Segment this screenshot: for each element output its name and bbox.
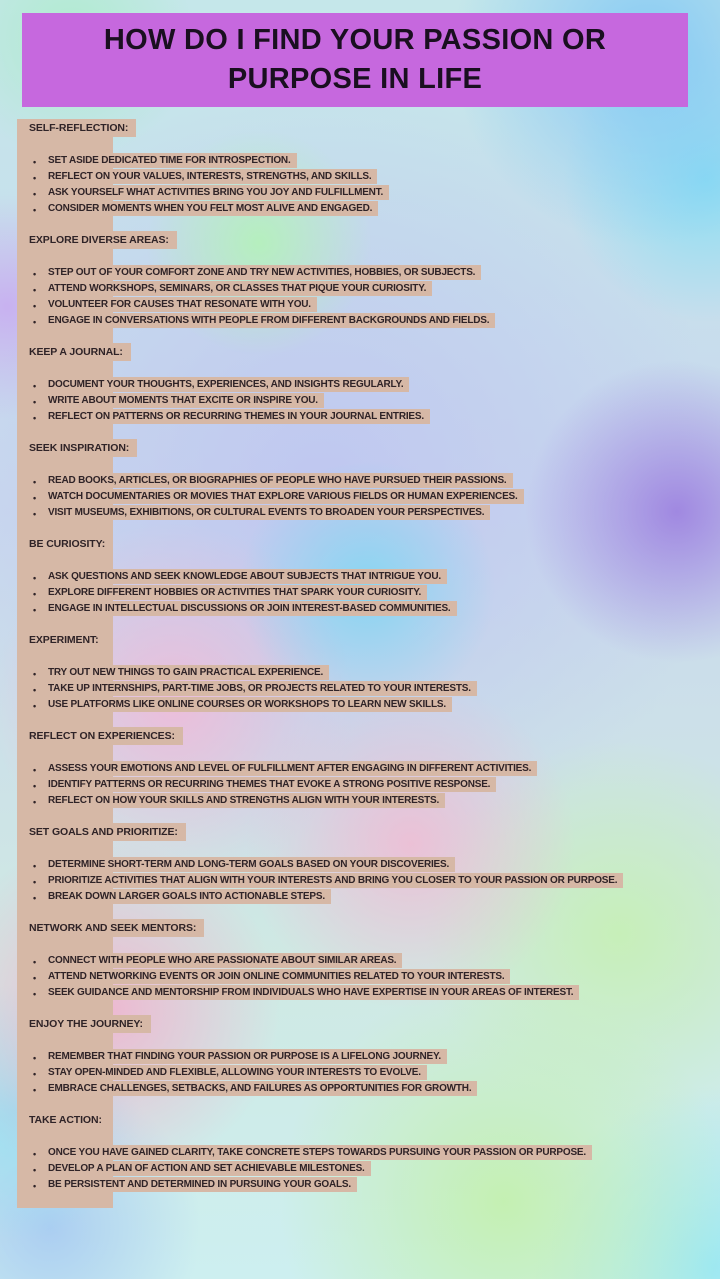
bullet-item <box>32 601 715 617</box>
bullet-item <box>32 281 715 297</box>
bullet-text: TAKE UP INTERNSHIPS, PART-TIME JOBS, OR PROJECTS RELATED TO YOUR INTERESTS. <box>46 681 477 696</box>
bullet-dot-icon: • <box>33 669 36 679</box>
section-heading <box>25 121 715 136</box>
bullet-item <box>32 169 715 185</box>
bullet-dot-icon: • <box>33 173 36 183</box>
bullet-dot-icon: • <box>33 397 36 407</box>
bullet-text: SEEK GUIDANCE AND MENTORSHIP FROM INDIVIDUALS WHO HAVE EXPERTISE IN YOUR AREAS OF INTEREST. <box>46 985 579 1000</box>
bullet-item <box>32 201 715 217</box>
bullet-text: STEP OUT OF YOUR COMFORT ZONE AND TRY NEW ACTIVITIES, HOBBIES, OR SUBJECTS. <box>46 265 481 280</box>
section <box>25 729 715 809</box>
bullet-item <box>32 265 715 281</box>
section <box>25 121 715 217</box>
bullet-item <box>32 953 715 969</box>
section-heading <box>25 825 715 840</box>
bullet-list <box>25 265 715 329</box>
section-heading <box>25 233 715 248</box>
bullet-dot-icon: • <box>33 381 36 391</box>
section-heading <box>25 345 715 360</box>
bullet-dot-icon: • <box>33 1149 36 1159</box>
bullet-item <box>32 489 715 505</box>
section-heading-text: EXPLORE DIVERSE AREAS: <box>25 231 177 249</box>
bullet-text: TRY OUT NEW THINGS TO GAIN PRACTICAL EXPERIENCE. <box>46 665 329 680</box>
bullet-list <box>25 153 715 217</box>
bullet-text: IDENTIFY PATTERNS OR RECURRING THEMES THAT EVOKE A STRONG POSITIVE RESPONSE. <box>46 777 496 792</box>
bullet-dot-icon: • <box>33 509 36 519</box>
bullet-item <box>32 873 715 889</box>
bullet-text: ASSESS YOUR EMOTIONS AND LEVEL OF FULFILLMENT AFTER ENGAGING IN DIFFERENT ACTIVITIES. <box>46 761 537 776</box>
bullet-dot-icon: • <box>33 413 36 423</box>
sections-list <box>25 121 715 1209</box>
page-title <box>104 21 606 99</box>
bullet-item <box>32 505 715 521</box>
bullet-item <box>32 665 715 681</box>
section-heading-text: ENJOY THE JOURNEY: <box>25 1015 151 1033</box>
section <box>25 233 715 329</box>
bullet-dot-icon: • <box>33 877 36 887</box>
section-heading-text: TAKE ACTION: <box>25 1111 110 1129</box>
bullet-text: ATTEND WORKSHOPS, SEMINARS, OR CLASSES THAT PIQUE YOUR CURIOSITY. <box>46 281 432 296</box>
section-heading-text: REFLECT ON EXPERIENCES: <box>25 727 183 745</box>
section-heading <box>25 633 715 648</box>
section <box>25 921 715 1001</box>
bullet-dot-icon: • <box>33 285 36 295</box>
bullet-dot-icon: • <box>33 973 36 983</box>
bullet-dot-icon: • <box>33 781 36 791</box>
section-heading-text: EXPERIMENT: <box>25 631 107 649</box>
bullet-text: CONNECT WITH PEOPLE WHO ARE PASSIONATE ABOUT SIMILAR AREAS. <box>46 953 402 968</box>
bullet-text: EXPLORE DIFFERENT HOBBIES OR ACTIVITIES THAT SPARK YOUR CURIOSITY. <box>46 585 427 600</box>
bullet-text: DOCUMENT YOUR THOUGHTS, EXPERIENCES, AND INSIGHTS REGULARLY. <box>46 377 409 392</box>
bullet-dot-icon: • <box>33 893 36 903</box>
bullet-dot-icon: • <box>33 589 36 599</box>
bullet-item <box>32 985 715 1001</box>
bullet-dot-icon: • <box>33 269 36 279</box>
bullet-text: ASK QUESTIONS AND SEEK KNOWLEDGE ABOUT SUBJECTS THAT INTRIGUE YOU. <box>46 569 447 584</box>
bullet-item <box>32 153 715 169</box>
bullet-item <box>32 473 715 489</box>
bullet-dot-icon: • <box>33 205 36 215</box>
bullet-item <box>32 185 715 201</box>
bullet-dot-icon: • <box>33 189 36 199</box>
bullet-item <box>32 1177 715 1193</box>
bullet-dot-icon: • <box>33 1053 36 1063</box>
bullet-item <box>32 585 715 601</box>
bullet-dot-icon: • <box>33 605 36 615</box>
section-heading-text: SELF-REFLECTION: <box>25 119 136 137</box>
bullet-dot-icon: • <box>33 685 36 695</box>
bullet-item <box>32 1161 715 1177</box>
bullet-list <box>25 377 715 425</box>
bullet-item <box>32 297 715 313</box>
bullet-text: STAY OPEN-MINDED AND FLEXIBLE, ALLOWING YOUR INTERESTS TO EVOLVE. <box>46 1065 427 1080</box>
bullet-list <box>25 569 715 617</box>
bullet-dot-icon: • <box>33 1165 36 1175</box>
bullet-text: REFLECT ON HOW YOUR SKILLS AND STRENGTHS ALIGN WITH YOUR INTERESTS. <box>46 793 445 808</box>
section-heading-text: SEEK INSPIRATION: <box>25 439 137 457</box>
bullet-item <box>32 777 715 793</box>
bullet-item <box>32 857 715 873</box>
bullet-text: DETERMINE SHORT-TERM AND LONG-TERM GOALS BASED ON YOUR DISCOVERIES. <box>46 857 455 872</box>
section-heading <box>25 441 715 456</box>
section-heading <box>25 729 715 744</box>
bullet-text: REFLECT ON YOUR VALUES, INTERESTS, STRENGTHS, AND SKILLS. <box>46 169 377 184</box>
bullet-dot-icon: • <box>33 765 36 775</box>
bullet-dot-icon: • <box>33 797 36 807</box>
bullet-item <box>32 697 715 713</box>
bullet-dot-icon: • <box>33 989 36 999</box>
bullet-dot-icon: • <box>33 861 36 871</box>
section-heading <box>25 537 715 552</box>
bullet-dot-icon: • <box>33 1181 36 1191</box>
bullet-item <box>32 761 715 777</box>
bullet-list <box>25 953 715 1001</box>
bullet-list <box>25 1145 715 1193</box>
bullet-list <box>25 473 715 521</box>
bullet-dot-icon: • <box>33 573 36 583</box>
bullet-item <box>32 409 715 425</box>
bullet-dot-icon: • <box>33 157 36 167</box>
section-heading-text: SET GOALS AND PRIORITIZE: <box>25 823 186 841</box>
bullet-item <box>32 969 715 985</box>
bullet-text: ATTEND NETWORKING EVENTS OR JOIN ONLINE COMMUNITIES RELATED TO YOUR INTERESTS. <box>46 969 510 984</box>
section-heading <box>25 1017 715 1032</box>
section <box>25 345 715 425</box>
bullet-dot-icon: • <box>33 701 36 711</box>
bullet-item <box>32 1145 715 1161</box>
bullet-dot-icon: • <box>33 301 36 311</box>
section-heading-text: NETWORK AND SEEK MENTORS: <box>25 919 204 937</box>
bullet-text: WATCH DOCUMENTARIES OR MOVIES THAT EXPLORE VARIOUS FIELDS OR HUMAN EXPERIENCES. <box>46 489 524 504</box>
page-title-line2: PURPOSE IN LIFE <box>227 63 483 95</box>
bullet-dot-icon: • <box>33 477 36 487</box>
bullet-text: READ BOOKS, ARTICLES, OR BIOGRAPHIES OF PEOPLE WHO HAVE PURSUED THEIR PASSIONS. <box>46 473 513 488</box>
bullet-text: ONCE YOU HAVE GAINED CLARITY, TAKE CONCRETE STEPS TOWARDS PURSUING YOUR PASSION OR PURPOSE. <box>46 1145 592 1160</box>
bullet-item <box>32 889 715 905</box>
section <box>25 441 715 521</box>
bullet-item <box>32 569 715 585</box>
bullet-text: EMBRACE CHALLENGES, SETBACKS, AND FAILURES AS OPPORTUNITIES FOR GROWTH. <box>46 1081 477 1096</box>
section-heading <box>25 921 715 936</box>
bullet-text: VISIT MUSEUMS, EXHIBITIONS, OR CULTURAL EVENTS TO BROADEN YOUR PERSPECTIVES. <box>46 505 490 520</box>
bullet-list <box>25 761 715 809</box>
section <box>25 1113 715 1193</box>
bullet-item <box>32 1081 715 1097</box>
bullet-text: ENGAGE IN INTELLECTUAL DISCUSSIONS OR JOIN INTEREST-BASED COMMUNITIES. <box>46 601 457 616</box>
bullet-dot-icon: • <box>33 1069 36 1079</box>
bullet-text: BE PERSISTENT AND DETERMINED IN PURSUING YOUR GOALS. <box>46 1177 357 1192</box>
bullet-item <box>32 393 715 409</box>
section <box>25 825 715 905</box>
section <box>25 1017 715 1097</box>
bullet-text: CONSIDER MOMENTS WHEN YOU FELT MOST ALIVE AND ENGAGED. <box>46 201 378 216</box>
bullet-text: PRIORITIZE ACTIVITIES THAT ALIGN WITH YOUR INTERESTS AND BRING YOU CLOSER TO YOUR PASSION OR PURPOSE. <box>46 873 623 888</box>
bullet-text: DEVELOP A PLAN OF ACTION AND SET ACHIEVABLE MILESTONES. <box>46 1161 371 1176</box>
section-heading-text: KEEP A JOURNAL: <box>25 343 131 361</box>
bullet-list <box>25 665 715 713</box>
bullet-item <box>32 1049 715 1065</box>
bullet-text: REMEMBER THAT FINDING YOUR PASSION OR PURPOSE IS A LIFELONG JOURNEY. <box>46 1049 447 1064</box>
page-title-line1: HOW DO I FIND YOUR PASSION OR <box>103 24 607 56</box>
bullet-dot-icon: • <box>33 493 36 503</box>
section <box>25 537 715 617</box>
bullet-text: VOLUNTEER FOR CAUSES THAT RESONATE WITH YOU. <box>46 297 317 312</box>
bullet-list <box>25 857 715 905</box>
bullet-text: BREAK DOWN LARGER GOALS INTO ACTIONABLE STEPS. <box>46 889 331 904</box>
bullet-text: ENGAGE IN CONVERSATIONS WITH PEOPLE FROM DIFFERENT BACKGROUNDS AND FIELDS. <box>46 313 495 328</box>
bullet-item <box>32 793 715 809</box>
section-heading-text: BE CURIOSITY: <box>25 535 113 553</box>
section-heading <box>25 1113 715 1128</box>
bullet-dot-icon: • <box>33 1085 36 1095</box>
section <box>25 633 715 713</box>
bullet-item <box>32 313 715 329</box>
bullet-text: SET ASIDE DEDICATED TIME FOR INTROSPECTION. <box>46 153 297 168</box>
bullet-item <box>32 1065 715 1081</box>
bullet-dot-icon: • <box>33 957 36 967</box>
bullet-dot-icon: • <box>33 317 36 327</box>
title-banner <box>22 13 688 107</box>
bullet-text: REFLECT ON PATTERNS OR RECURRING THEMES IN YOUR JOURNAL ENTRIES. <box>46 409 430 424</box>
bullet-list <box>25 1049 715 1097</box>
bullet-item <box>32 377 715 393</box>
bullet-text: ASK YOURSELF WHAT ACTIVITIES BRING YOU JOY AND FULFILLMENT. <box>46 185 389 200</box>
bullet-item <box>32 681 715 697</box>
bullet-text: USE PLATFORMS LIKE ONLINE COURSES OR WORKSHOPS TO LEARN NEW SKILLS. <box>46 697 452 712</box>
bullet-text: WRITE ABOUT MOMENTS THAT EXCITE OR INSPIRE YOU. <box>46 393 324 408</box>
